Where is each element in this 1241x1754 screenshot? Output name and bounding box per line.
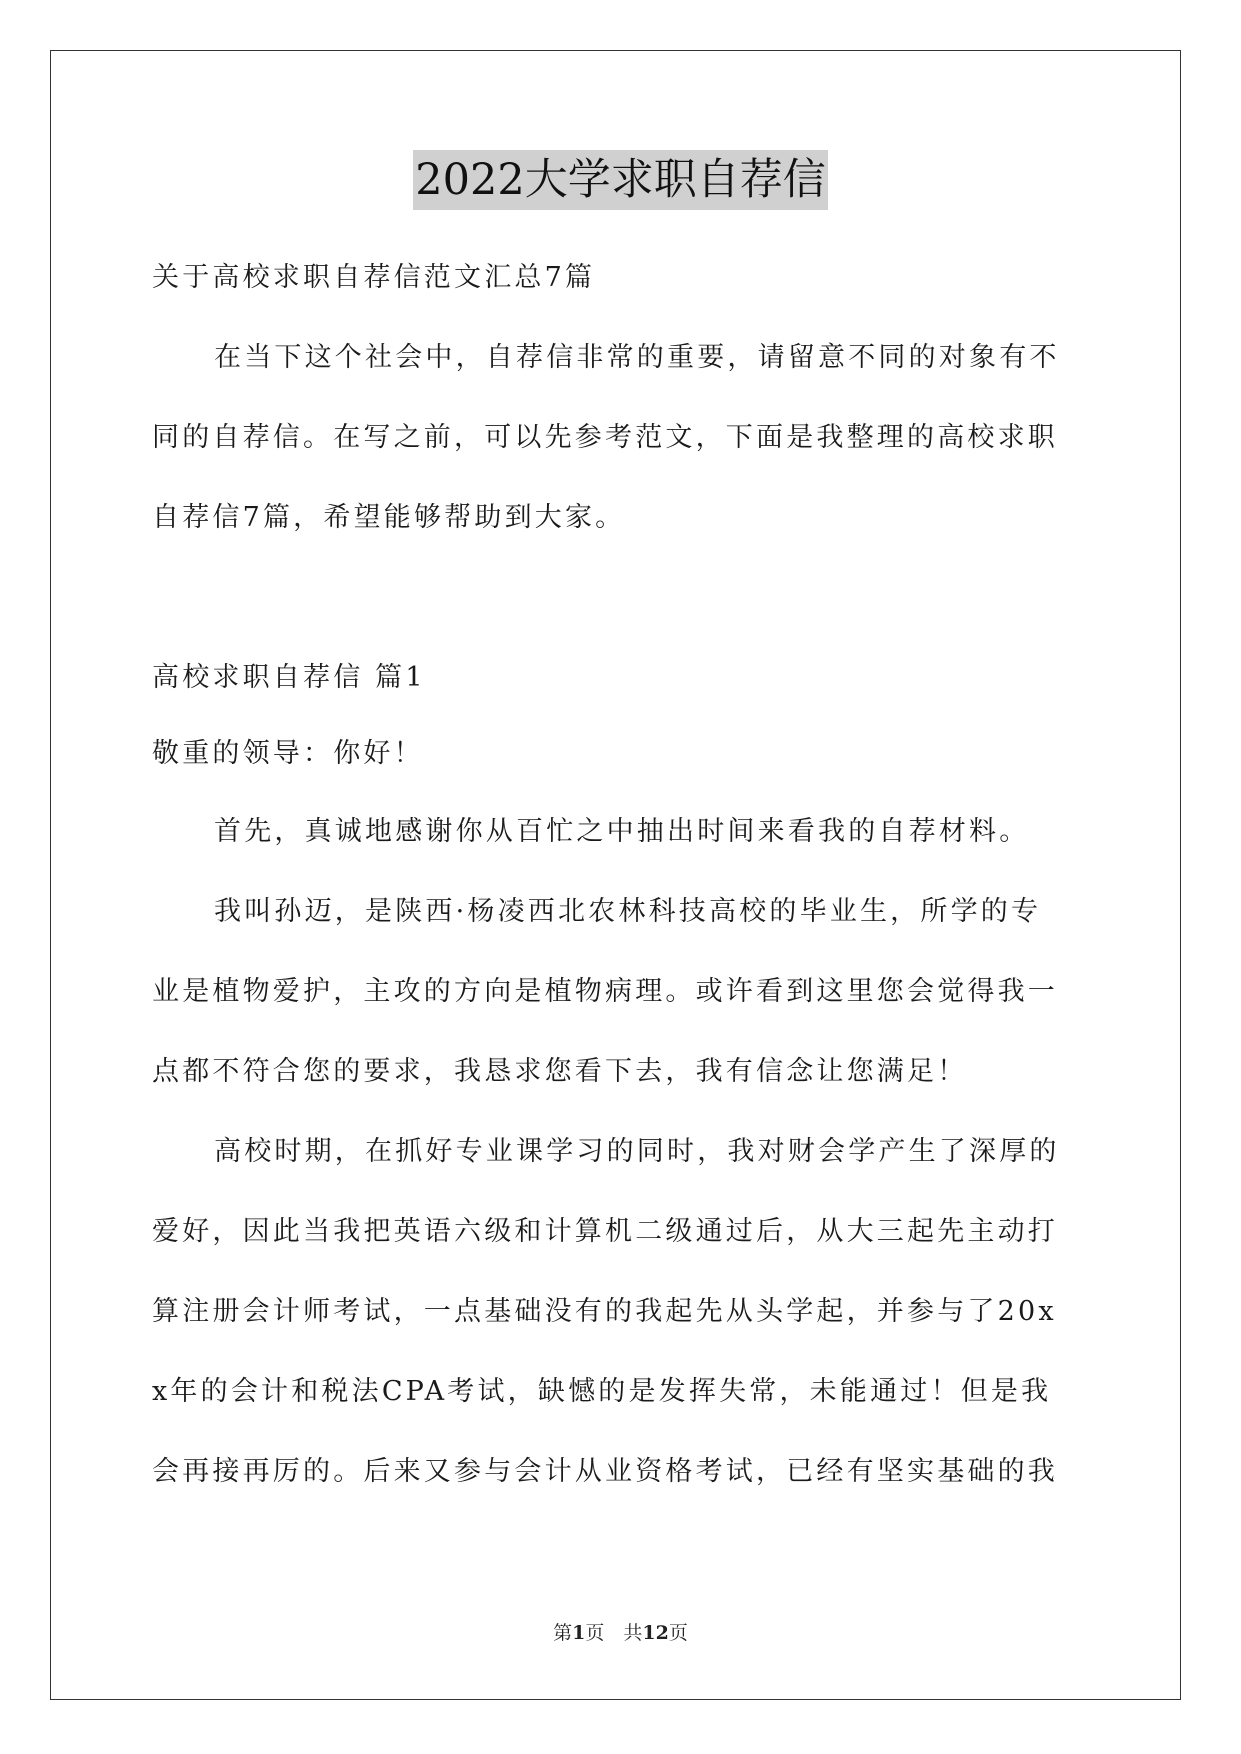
- page-footer: [0, 1619, 1241, 1647]
- body-line: 首先，真诚地感谢你从百忙之中抽出时间来看我的自荐材料。: [214, 816, 1030, 847]
- page-prefix: 第: [553, 1622, 573, 1644]
- body-line: 会再接再厉的。后来又参与会计从业资格考试，已经有坚实基础的我: [152, 1456, 1058, 1487]
- page-total: 12: [642, 1622, 669, 1644]
- page-mid: 页 共: [585, 1622, 643, 1644]
- document-title: 2022大学求职自荐信: [413, 150, 827, 210]
- document-subtitle: 关于高校求职自荐信范文汇总7篇: [152, 262, 596, 293]
- body-line: 爱好，因此当我把英语六级和计算机二级通过后，从大三起先主动打: [152, 1216, 1058, 1247]
- body-line: 高校时期，在抓好专业课学习的同时，我对财会学产生了深厚的: [214, 1136, 1060, 1167]
- body-line: 我叫孙迈，是陕西·杨凌西北农林科技高校的毕业生，所学的专: [214, 896, 1042, 927]
- page-current: 1: [572, 1622, 586, 1644]
- salutation: 敬重的领导：你好！: [152, 738, 424, 769]
- body-line: 业是植物爱护，主攻的方向是植物病理。或许看到这里您会觉得我一: [152, 976, 1058, 1007]
- section-heading: 高校求职自荐信 篇1: [152, 662, 426, 693]
- page-suffix: 页: [668, 1622, 688, 1644]
- intro-line: 在当下这个社会中，自荐信非常的重要，请留意不同的对象有不: [214, 342, 1060, 373]
- document-body: [152, 238, 1092, 1512]
- section-spacer: [152, 558, 1092, 640]
- intro-line: 同的自荐信。在写之前，可以先参考范文，下面是我整理的高校求职: [152, 422, 1058, 453]
- title-container: [0, 150, 1241, 210]
- body-line: x年的会计和税法CPA考试，缺憾的是发挥失常，未能通过！但是我: [152, 1376, 1052, 1407]
- intro-line: 自荐信7篇，希望能够帮助到大家。: [152, 502, 626, 533]
- body-line: 算注册会计师考试，一点基础没有的我起先从头学起，并参与了20x: [152, 1296, 1057, 1327]
- body-line: 点都不符合您的要求，我恳求您看下去，我有信念让您满足！: [152, 1056, 968, 1087]
